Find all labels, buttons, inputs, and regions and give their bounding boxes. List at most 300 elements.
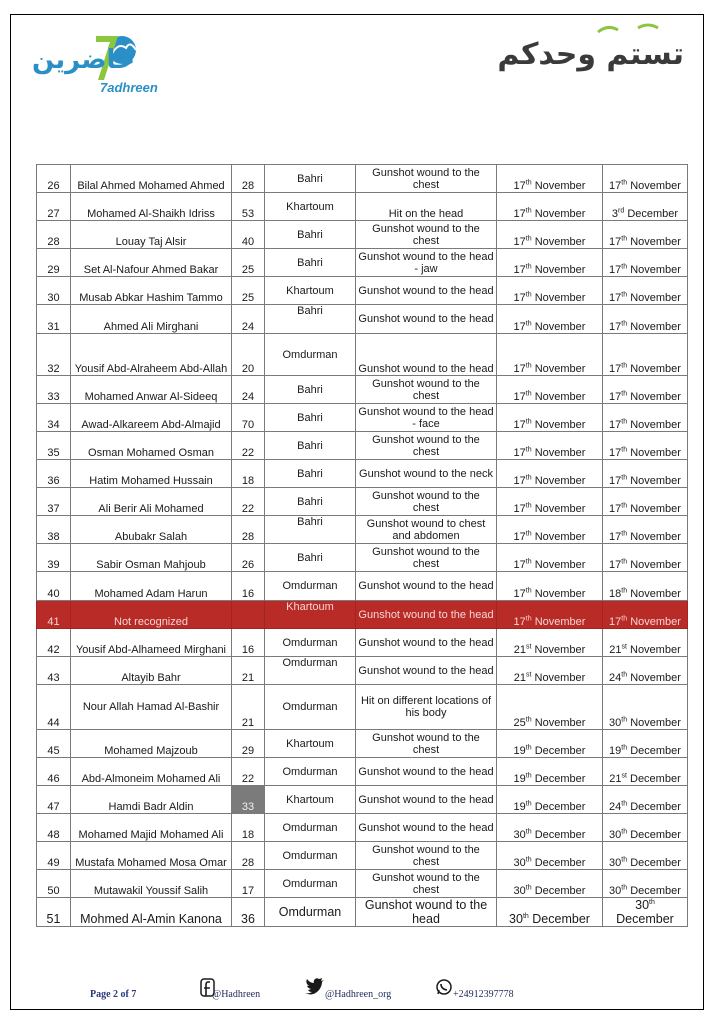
death-date-suffix: th	[621, 587, 628, 595]
injury-date-day: 30	[513, 829, 526, 841]
cause-of-death: Gunshot wound to chest and abdomen	[356, 516, 497, 544]
injury-date-suffix: th	[525, 744, 532, 752]
death-date	[603, 629, 688, 657]
injury-date-day: 17	[513, 236, 526, 248]
death-date-day: 24	[609, 672, 622, 684]
death-date-suffix: th	[621, 716, 628, 724]
death-date-month: November	[630, 363, 681, 375]
twitter-handle: @Hadhreen_org	[325, 989, 392, 1000]
cause-of-death: Gunshot wound to the neck	[356, 460, 497, 488]
victim-location: Khartoum	[265, 601, 356, 629]
table-row	[37, 601, 688, 629]
injury-date-month: November	[534, 672, 586, 684]
table-row	[37, 629, 688, 657]
cause-of-death: Gunshot wound to the chest	[356, 376, 497, 404]
victim-location: Omdurman	[265, 572, 356, 601]
cause-of-death: Gunshot wound to the head	[356, 898, 497, 927]
cause-of-death: Gunshot wound to the head	[356, 657, 497, 685]
injury-date	[497, 305, 603, 334]
injury-date	[497, 488, 603, 516]
death-date-suffix: th	[621, 263, 628, 271]
injury-date-month: November	[534, 503, 586, 515]
row-number: 47	[37, 786, 71, 814]
cause-of-death: Gunshot wound to the head - jaw	[356, 249, 497, 277]
death-date-month: December	[630, 885, 681, 897]
death-date-suffix: th	[621, 744, 628, 752]
injury-date-month: December	[534, 801, 586, 813]
death-date	[603, 334, 688, 376]
victim-age: 28	[232, 842, 265, 870]
injury-date	[497, 814, 603, 842]
injury-date-day: 17	[513, 208, 526, 220]
cause-of-death: Hit on the head	[356, 193, 497, 221]
death-date-day: 17	[609, 236, 622, 248]
injury-date	[497, 165, 603, 193]
victim-age: 70	[232, 404, 265, 432]
victim-age: 24	[232, 376, 265, 404]
row-number: 36	[37, 460, 71, 488]
death-date	[603, 404, 688, 432]
injury-date	[497, 516, 603, 544]
death-date-month: November	[630, 447, 681, 459]
injury-date-month: December	[534, 829, 586, 841]
death-date-suffix: th	[621, 390, 628, 398]
table-row	[37, 685, 688, 730]
death-date	[603, 786, 688, 814]
table-row	[37, 165, 688, 193]
victim-name: Louay Taj Alsir	[71, 221, 232, 249]
victim-name: Osman Mohamed Osman	[71, 432, 232, 460]
victim-age: 17	[232, 870, 265, 898]
victim-location: Bahri	[265, 460, 356, 488]
victim-location: Bahri	[265, 432, 356, 460]
death-date-month: December	[630, 745, 681, 757]
death-date	[603, 277, 688, 305]
row-number: 43	[37, 657, 71, 685]
table-row	[37, 249, 688, 277]
hadhreen-logo	[26, 28, 158, 98]
death-date-day: 18	[609, 588, 622, 600]
victim-name: Hatim Mohamed Hussain	[71, 460, 232, 488]
injury-date-suffix: st	[525, 671, 532, 679]
victim-age: 25	[232, 249, 265, 277]
cause-of-death: Gunshot wound to the head	[356, 572, 497, 601]
injury-date-month: November	[534, 644, 586, 656]
victim-age: 20	[232, 334, 265, 376]
injury-date	[497, 193, 603, 221]
injury-date-suffix: th	[525, 446, 532, 454]
victim-name: Mohamed Anwar Al-Sideeq	[71, 376, 232, 404]
death-date-day: 17	[609, 264, 622, 276]
death-date-suffix: st	[621, 643, 627, 651]
injury-date-suffix: th	[525, 772, 532, 780]
death-date	[603, 730, 688, 758]
cause-of-death: Gunshot wound to the head	[356, 629, 497, 657]
victim-name: Hamdi Badr Aldin	[71, 786, 232, 814]
injury-date-suffix: th	[525, 474, 532, 482]
injury-date-suffix: th	[525, 207, 532, 215]
injury-date-month: November	[534, 180, 586, 192]
injury-date	[497, 376, 603, 404]
injury-date	[497, 870, 603, 898]
victim-location: Bahri	[265, 249, 356, 277]
cause-of-death: Hit on different locations of his body	[356, 685, 497, 730]
death-date-day: 17	[609, 616, 622, 628]
table-row	[37, 404, 688, 432]
death-date-suffix: th	[621, 320, 628, 328]
injury-date-day: 17	[513, 180, 526, 192]
victim-age: 25	[232, 277, 265, 305]
victim-age: 24	[232, 305, 265, 334]
table-row	[37, 432, 688, 460]
injury-date	[497, 249, 603, 277]
death-date-day: 17	[609, 475, 622, 487]
injury-date-month: November	[534, 321, 586, 333]
victim-location: Bahri	[265, 488, 356, 516]
table-row	[37, 221, 688, 249]
death-date-suffix: th	[621, 856, 628, 864]
death-date-suffix: th	[621, 502, 628, 510]
row-number: 31	[37, 305, 71, 334]
death-date-suffix: rd	[618, 207, 625, 215]
victim-location: Omdurman	[265, 657, 356, 685]
death-date-day: 21	[609, 773, 622, 785]
row-number: 37	[37, 488, 71, 516]
row-number: 34	[37, 404, 71, 432]
death-date-suffix: th	[621, 671, 628, 679]
victim-location: Bahri	[265, 221, 356, 249]
row-number: 50	[37, 870, 71, 898]
victim-age: 53	[232, 193, 265, 221]
death-date	[603, 221, 688, 249]
victim-location: Omdurman	[265, 898, 356, 927]
victim-name: Nour Allah Hamad Al-Bashir	[71, 685, 232, 730]
death-date-day: 17	[609, 503, 622, 515]
death-date-suffix: th	[621, 530, 628, 538]
death-date-day: 17	[609, 180, 622, 192]
twitter-icon	[305, 978, 325, 994]
injury-date-day: 17	[513, 391, 526, 403]
injury-date-day: 17	[513, 264, 526, 276]
cause-of-death: Gunshot wound to the chest	[356, 870, 497, 898]
death-date-day: 30	[609, 885, 622, 897]
injury-date	[497, 601, 603, 629]
victim-location: Khartoum	[265, 786, 356, 814]
injury-date-suffix: th	[525, 179, 532, 187]
cause-of-death: Gunshot wound to the chest	[356, 221, 497, 249]
death-date	[603, 193, 688, 221]
death-date	[603, 898, 688, 927]
injury-date-suffix: th	[525, 558, 532, 566]
victim-name: Musab Abkar Hashim Tammo	[71, 277, 232, 305]
death-date-month: December	[630, 773, 681, 785]
injury-date	[497, 786, 603, 814]
death-date-suffix: th	[621, 291, 628, 299]
whatsapp-contact	[435, 978, 535, 1008]
injury-date-day: 17	[513, 588, 526, 600]
victim-age: 18	[232, 814, 265, 842]
injury-date-suffix: th	[525, 587, 532, 595]
injury-date-month: December	[534, 885, 586, 897]
death-date-month: December	[630, 829, 681, 841]
table-row	[37, 842, 688, 870]
row-number: 44	[37, 685, 71, 730]
death-date	[603, 432, 688, 460]
victim-location: Bahri	[265, 404, 356, 432]
row-number: 29	[37, 249, 71, 277]
injury-date-month: December	[534, 745, 586, 757]
row-number: 30	[37, 277, 71, 305]
death-date-month: November	[630, 559, 681, 571]
victim-age: 16	[232, 629, 265, 657]
twitter-contact	[305, 978, 415, 1008]
cause-of-death: Gunshot wound to the chest	[356, 488, 497, 516]
injury-date	[497, 544, 603, 572]
victim-age: 22	[232, 488, 265, 516]
row-number: 40	[37, 572, 71, 601]
victim-name: Mohamed Al-Shaikh Idriss	[71, 193, 232, 221]
facebook-handle: @Hadhreen	[212, 989, 261, 1000]
injury-date-month: November	[534, 447, 586, 459]
table-row	[37, 193, 688, 221]
injury-date-month: November	[534, 264, 586, 276]
death-date-month: December	[630, 801, 681, 813]
death-date-day: 17	[609, 292, 622, 304]
injury-date-month: November	[534, 531, 586, 543]
death-date-suffix: th	[621, 884, 628, 892]
injury-date	[497, 629, 603, 657]
death-date-month: November	[630, 588, 681, 600]
injury-date	[497, 460, 603, 488]
table-row	[37, 516, 688, 544]
cause-of-death: Gunshot wound to the head	[356, 758, 497, 786]
injury-date-day: 17	[513, 321, 526, 333]
injury-date-month: November	[534, 475, 586, 487]
injury-date-day: 25	[513, 717, 526, 729]
injury-date-suffix: th	[525, 884, 532, 892]
cause-of-death: Gunshot wound to the chest	[356, 730, 497, 758]
death-date-day: 30	[635, 898, 650, 912]
injury-date-month: November	[534, 363, 586, 375]
injury-date	[497, 404, 603, 432]
injury-date-day: 19	[513, 745, 526, 757]
cause-of-death: Gunshot wound to the head	[356, 277, 497, 305]
death-date-month: November	[630, 531, 681, 543]
cause-of-death: Gunshot wound to the chest	[356, 842, 497, 870]
injury-date-month: November	[534, 717, 586, 729]
injury-date	[497, 898, 603, 927]
victim-age: 40	[232, 221, 265, 249]
injury-date	[497, 842, 603, 870]
victim-name: Ali Berir Ali Mohamed	[71, 488, 232, 516]
victim-name: Mohmed Al-Amin Kanona	[71, 898, 232, 927]
injury-date-day: 30	[513, 885, 526, 897]
injury-date-month: November	[534, 588, 586, 600]
injury-date-suffix: th	[525, 418, 532, 426]
table-row	[37, 898, 688, 927]
death-date	[603, 870, 688, 898]
table-row	[37, 786, 688, 814]
cause-of-death: Gunshot wound to the head	[356, 305, 497, 334]
death-date-month: November	[630, 503, 681, 515]
hadhreen-logo-arabic: حاضرين	[32, 45, 135, 75]
death-date-month: November	[630, 644, 681, 656]
death-date	[603, 544, 688, 572]
injury-date	[497, 277, 603, 305]
row-number: 28	[37, 221, 71, 249]
row-number: 49	[37, 842, 71, 870]
whatsapp-number: +24912397778	[453, 989, 514, 1000]
death-date-month: November	[630, 616, 681, 628]
victim-name: Abd-Almoneim Mohamed Ali	[71, 758, 232, 786]
table-row	[37, 488, 688, 516]
table-row	[37, 544, 688, 572]
hadhreen-logo-text: 7adhreen	[100, 80, 158, 95]
row-number: 33	[37, 376, 71, 404]
death-date-month: November	[630, 180, 681, 192]
death-date-month: November	[630, 391, 681, 403]
table-row	[37, 758, 688, 786]
injury-date-month: November	[534, 391, 586, 403]
victim-location: Bahri	[265, 165, 356, 193]
death-date	[603, 488, 688, 516]
injury-date-month: December	[532, 912, 590, 926]
row-number: 39	[37, 544, 71, 572]
death-date-day: 30	[609, 829, 622, 841]
row-number: 26	[37, 165, 71, 193]
injury-date	[497, 334, 603, 376]
victim-location: Omdurman	[265, 842, 356, 870]
death-date-month: November	[630, 321, 681, 333]
death-date-day: 30	[609, 857, 622, 869]
victim-age: 33	[232, 786, 265, 814]
death-date-month: December	[616, 912, 674, 926]
victim-name: Ahmed Ali Mirghani	[71, 305, 232, 334]
victim-age: 29	[232, 730, 265, 758]
table-row	[37, 814, 688, 842]
table-row	[37, 460, 688, 488]
victim-name: Mohamed Majzoub	[71, 730, 232, 758]
victim-name: Mohamed Adam Harun	[71, 572, 232, 601]
row-number: 51	[37, 898, 71, 927]
injury-date-day: 21	[513, 644, 526, 656]
death-date-month: November	[630, 292, 681, 304]
death-date-month: November	[630, 717, 681, 729]
death-date	[603, 657, 688, 685]
row-number: 41	[37, 601, 71, 629]
victim-location: Omdurman	[265, 629, 356, 657]
death-date-day: 17	[609, 447, 622, 459]
cause-of-death: Gunshot wound to the head	[356, 786, 497, 814]
injury-date	[497, 730, 603, 758]
injury-date-day: 19	[513, 801, 526, 813]
victim-name: Altayib Bahr	[71, 657, 232, 685]
death-date-month: November	[630, 419, 681, 431]
row-number: 32	[37, 334, 71, 376]
injury-date-suffix: th	[525, 263, 532, 271]
table-row	[37, 870, 688, 898]
victim-name: Mustafa Mohamed Mosa Omar	[71, 842, 232, 870]
row-number: 45	[37, 730, 71, 758]
death-date-month: December	[630, 857, 681, 869]
injury-date-day: 17	[513, 559, 526, 571]
death-date-day: 24	[609, 801, 622, 813]
row-number: 46	[37, 758, 71, 786]
death-date	[603, 376, 688, 404]
death-date	[603, 814, 688, 842]
casualties-table	[36, 164, 688, 927]
injury-date-day: 17	[513, 475, 526, 487]
death-date-month: December	[627, 208, 679, 220]
death-date	[603, 758, 688, 786]
death-date-day: 21	[609, 644, 622, 656]
victim-age	[232, 601, 265, 629]
death-date-day: 19	[609, 745, 622, 757]
death-date	[603, 516, 688, 544]
victim-location: Omdurman	[265, 758, 356, 786]
injury-date-day: 17	[513, 531, 526, 543]
victim-location: Omdurman	[265, 685, 356, 730]
death-date	[603, 601, 688, 629]
death-date	[603, 249, 688, 277]
victim-location: Bahri	[265, 544, 356, 572]
injury-date-suffix: th	[522, 912, 529, 920]
death-date-suffix: th	[621, 179, 628, 187]
injury-date-month: November	[534, 616, 586, 628]
injury-date-month: November	[534, 236, 586, 248]
death-date-day: 17	[609, 559, 622, 571]
victim-age: 26	[232, 544, 265, 572]
death-date-suffix: th	[649, 898, 655, 906]
campaign-logo	[497, 20, 688, 106]
death-date	[603, 842, 688, 870]
row-number: 38	[37, 516, 71, 544]
victim-name: Mutawakil Youssif Salih	[71, 870, 232, 898]
victim-name: Mohamed Majid Mohamed Ali	[71, 814, 232, 842]
row-number: 27	[37, 193, 71, 221]
injury-date-suffix: th	[525, 530, 532, 538]
cause-of-death: Gunshot wound to the chest	[356, 165, 497, 193]
injury-date-day: 30	[509, 912, 523, 926]
victim-location: Khartoum	[265, 277, 356, 305]
victim-location: Khartoum	[265, 193, 356, 221]
victim-age: 18	[232, 460, 265, 488]
injury-date-day: 30	[513, 857, 526, 869]
victim-age: 22	[232, 432, 265, 460]
victim-name: Yousif Abd-Alraheem Abd-Allah	[71, 334, 232, 376]
victim-location: Omdurman	[265, 870, 356, 898]
injury-date	[497, 432, 603, 460]
injury-date-suffix: th	[525, 615, 532, 623]
death-date-day: 30	[609, 717, 622, 729]
victim-age: 28	[232, 165, 265, 193]
victim-age: 28	[232, 516, 265, 544]
injury-date	[497, 572, 603, 601]
table-row	[37, 305, 688, 334]
injury-date-suffix: th	[525, 362, 532, 370]
death-date-suffix: th	[621, 418, 628, 426]
campaign-logo-text: تستم وحدكم	[497, 37, 684, 72]
death-date	[603, 685, 688, 730]
victim-age: 22	[232, 758, 265, 786]
injury-date-day: 17	[513, 616, 526, 628]
death-date-month: November	[630, 264, 681, 276]
injury-date-day: 17	[513, 419, 526, 431]
death-date-day: 17	[609, 531, 622, 543]
death-date-day: 17	[609, 419, 622, 431]
cause-of-death: Gunshot wound to the head - face	[356, 404, 497, 432]
death-date-month: November	[630, 672, 681, 684]
